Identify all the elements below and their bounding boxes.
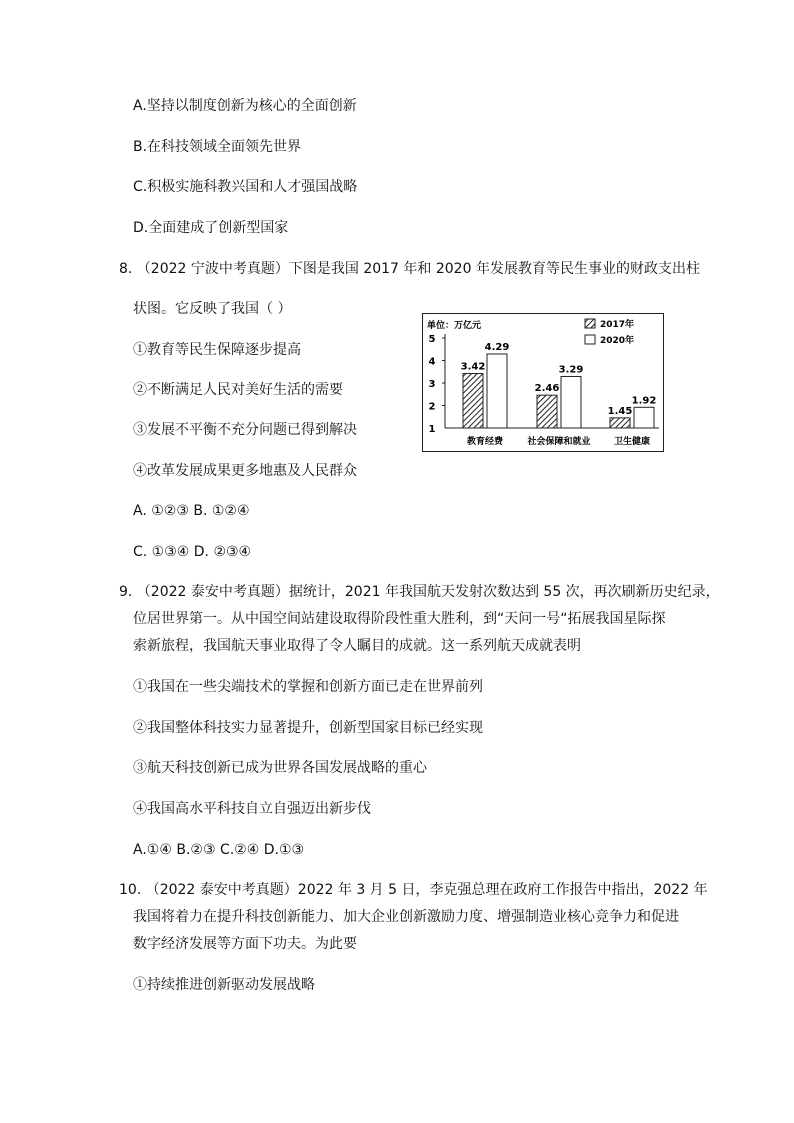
bar-2017 xyxy=(610,418,630,428)
q9-stem-line3: 索新旅程，我国航天事业取得了令人瞩目的成就。这一系列航天成就表明 xyxy=(133,638,581,654)
data-label: 4.29 xyxy=(484,341,510,353)
option-c: C.积极实施科教兴国和人才强国战略 xyxy=(133,179,358,195)
q10-stem-line1: 10. （2022 泰安中考真题）2022 年 3 月 5 日，李克强总理在政府工作报告中指出，2022 年 xyxy=(119,882,708,898)
data-label: 2.46 xyxy=(534,383,560,395)
q9-statement-1: ①我国在一些尖端技术的掌握和创新方面已走在世界前列 xyxy=(133,679,483,695)
q9-stem-line2: 位居世界第一。从中国空间站建设取得阶段性重大胜利，到“天问一号“拓展我国星际探 xyxy=(133,611,666,627)
option-b: B.在科技领域全面领先世界 xyxy=(133,139,302,155)
legend-label-2020: 2020年 xyxy=(600,336,635,346)
bar-2020 xyxy=(561,376,581,428)
q8-options-cd: C. ①③④ D. ②③④ xyxy=(133,544,252,560)
legend-swatch-2020 xyxy=(585,335,595,344)
chart-unit-label: 单位：万亿元 xyxy=(427,321,482,331)
q9-statement-3: ③航天科技创新已成为世界各国发展战略的重心 xyxy=(133,760,427,776)
data-label: 1.45 xyxy=(607,405,633,417)
bar-chart xyxy=(422,313,664,452)
q8-stem-line1: 8. （2022 宁波中考真题）下图是我国 2017 年和 2020 年发展教育等民生事业的财政支出柱 xyxy=(119,261,700,277)
legend-swatch-2017 xyxy=(585,319,595,328)
q10-stem-line3: 数字经济发展等方面下功夫。为此要 xyxy=(133,936,357,952)
q8-statement-4: ④改革发展成果更多地惠及人民群众 xyxy=(133,463,357,479)
y-tick-label: 2 xyxy=(428,401,436,413)
option-d: D.全面建成了创新型国家 xyxy=(133,220,289,236)
y-tick-label: 4 xyxy=(428,356,436,368)
q9-statement-4: ④我国高水平科技自立自强迈出新步伐 xyxy=(133,801,371,817)
q9-stem-line1: 9. （2022 泰安中考真题）据统计，2021 年我国航天发射次数达到 55 次，再次刷新历史纪录， xyxy=(119,584,720,600)
bar-2020 xyxy=(634,407,654,428)
data-label: 1.92 xyxy=(631,395,657,407)
bar-2020 xyxy=(487,354,507,428)
q10-statement-1: ①持续推进创新驱动发展战略 xyxy=(133,977,315,993)
q8-options-ab: A. ①②③ B. ①②④ xyxy=(133,503,250,519)
x-category-label: 社会保障和就业 xyxy=(527,437,591,447)
data-label: 3.29 xyxy=(558,364,584,376)
legend-label-2017: 2017年 xyxy=(600,320,635,330)
x-category-label: 教育经费 xyxy=(466,437,504,447)
q8-stem-line2: 状图。它反映了我国（ ） xyxy=(133,301,292,317)
y-tick-label: 3 xyxy=(428,379,436,390)
data-label: 3.42 xyxy=(460,361,486,373)
q10-stem-line2: 我国将着力在提升科技创新能力、加大企业创新激励力度、增强制造业核心竞争力和促进 xyxy=(133,909,679,925)
y-tick-label: 5 xyxy=(428,334,436,345)
option-a: A.坚持以制度创新为核心的全面创新 xyxy=(133,98,357,114)
q8-statement-2: ②不断满足人民对美好生活的需要 xyxy=(133,382,343,398)
y-tick-label: 1 xyxy=(428,424,436,435)
bar-2017 xyxy=(537,395,557,428)
q8-statement-3: ③发展不平衡不充分问题已得到解决 xyxy=(133,422,357,438)
chart-canvas xyxy=(423,314,665,453)
q9-options: A.①④ B.②③ C.②④ D.①③ xyxy=(133,842,305,858)
q8-statement-1: ①教育等民生保障逐步提高 xyxy=(133,342,301,358)
x-category-label: 卫生健康 xyxy=(613,437,651,447)
bar-2017 xyxy=(463,374,483,428)
q9-statement-2: ②我国整体科技实力显著提升，创新型国家目标已经实现 xyxy=(133,720,483,736)
